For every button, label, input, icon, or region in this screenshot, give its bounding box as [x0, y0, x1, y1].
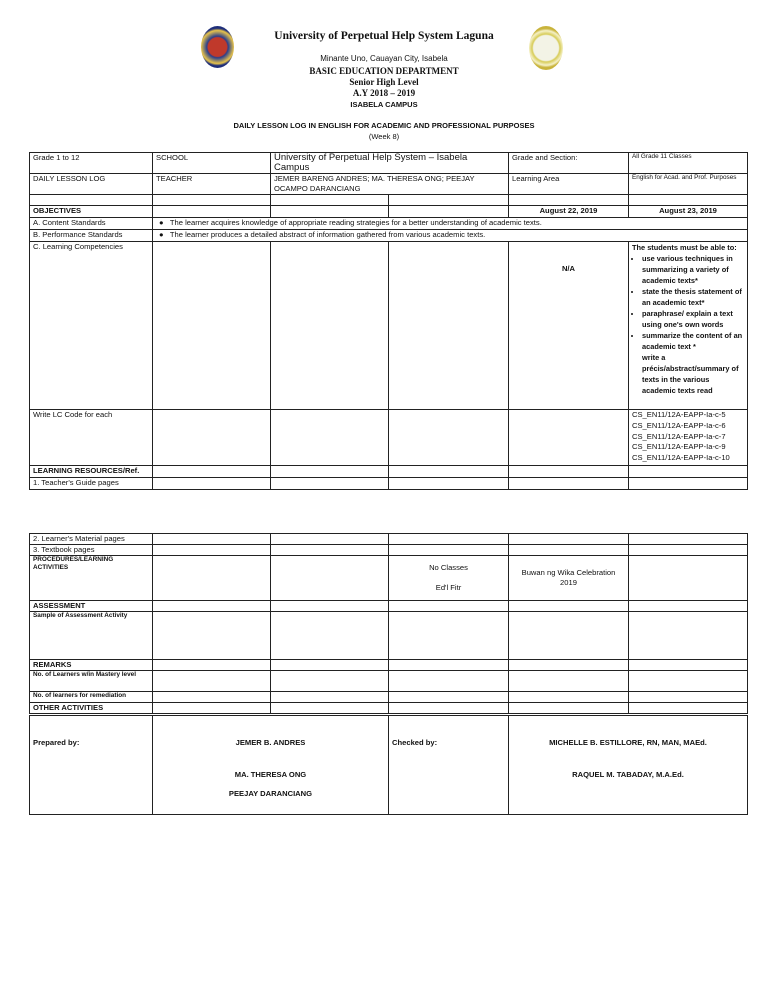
log-label: DAILY LESSON LOG [30, 174, 153, 195]
objectives-label: OBJECTIVES [30, 206, 153, 218]
preparer-name: MA. THERESA ONG [234, 770, 307, 779]
assessment-label: ASSESSMENT [30, 601, 153, 612]
log-title: DAILY LESSON LOG IN ENGLISH FOR ACADEMIC AND PROFESSIONAL PURPOSES [233, 121, 535, 130]
learning-area-value: English for Acad. and Prof. Purposes [629, 174, 748, 195]
learning-resources-label: LEARNING RESOURCES/Ref. [30, 466, 153, 478]
competency-item: • state the thesis statement of an academic text* [642, 286, 744, 308]
textbook-label: 3. Textbook pages [30, 545, 153, 556]
na-value: N/A [509, 242, 629, 410]
checker-name: RAQUEL M. TABADAY, M.A.Ed. [572, 770, 684, 779]
other-activities-label: OTHER ACTIVITIES [30, 703, 153, 714]
assessment-sample-label: Sample of Assessment Activity [30, 612, 153, 660]
remarks-label: REMARKS [30, 660, 153, 671]
prepared-by-label: Prepared by: [30, 716, 153, 815]
bullet-icon: ● [159, 218, 170, 227]
teachers-guide-label: 1. Teacher's Guide pages [30, 478, 153, 490]
content-standards-label: A. Content Standards [30, 218, 153, 230]
grade-section-value: All Grade 11 Classes [629, 153, 748, 174]
signature-table [29, 715, 748, 815]
lesson-log-table-bottom [29, 533, 748, 714]
school-value: University of Perpetual Help System – Isabela Campus [271, 153, 509, 174]
competency-item: • summarize the content of an academic text * [642, 330, 744, 352]
lc-code-label: Write LC Code for each [30, 410, 153, 466]
lc-code: CS_EN11/12A-EAPP-Ia-c-7 [632, 431, 726, 441]
competency-item: • use various techniques in summarizing a variety of academic texts* [642, 253, 744, 286]
competencies-intro: The students must be able to: [632, 243, 737, 252]
learners-material-label: 2. Learner's Material pages [30, 534, 153, 545]
learning-area-label: Learning Area [509, 174, 629, 195]
lesson-log-table-top [29, 152, 748, 490]
preparer-name: PEEJAY DARANCIANG [228, 789, 313, 798]
competencies-list [632, 253, 744, 352]
no-classes-text: No Classes [429, 563, 468, 572]
address: Minante Uno, Cauayan City, Isabela [320, 54, 448, 63]
competency-item: • paraphrase/ explain a text using one's own words [642, 308, 744, 330]
teacher-label: TEACHER [153, 174, 271, 195]
lc-code: CS_EN11/12A-EAPP-Ia-c-5 [632, 410, 726, 419]
learning-competencies-label: C. Learning Competencies [30, 242, 153, 410]
checked-by-label: Checked by: [389, 716, 509, 815]
grade-section-label: Grade and Section: [509, 153, 629, 174]
date-aug-22: August 22, 2019 [509, 206, 629, 218]
remediation-label: No. of learners for remediation [30, 692, 153, 703]
content-standards-text: The learner acquires knowledge of appropriate reading strategies for a better understanding of academic texts. [169, 218, 542, 227]
procedures-label: PROCEDURES/LEARNING ACTIVITIES [30, 556, 153, 601]
grade-label: Grade 1 to 12 [30, 153, 153, 174]
campus: ISABELA CAMPUS [350, 100, 418, 109]
competency-tail: write a précis/abstract/summary of texts in the various academic texts read [642, 353, 739, 395]
buwan-ng-wika-text: Buwan ng Wika Celebration 2019 [509, 556, 629, 601]
week: (Week 8) [368, 132, 400, 141]
preparer-name: JEMER B. ANDRES [235, 738, 306, 747]
level: Senior High Level [349, 77, 419, 87]
academic-year: A.Y 2018 – 2019 [352, 88, 416, 98]
teacher-value: JEMER BARENG ANDRES; MA. THERESA ONG; PEEJAY OCAMPO DARANCIANG [271, 174, 509, 195]
department: BASIC EDUCATION DEPARTMENT [309, 66, 459, 76]
performance-standards-text: The learner produces a detailed abstract of information gathered from various academic texts. [169, 230, 486, 239]
bullet-icon: ● [159, 230, 170, 239]
date-aug-23: August 23, 2019 [629, 206, 748, 218]
checker-name: MICHELLE B. ESTILLORE, RN, MAN, MAEd. [549, 738, 707, 747]
lc-code: CS_EN11/12A-EAPP-Ia-c-6 [632, 420, 726, 430]
mastery-label: No. of Learners w/in Mastery level [30, 671, 153, 692]
school-label: SCHOOL [153, 153, 271, 174]
lc-code: CS_EN11/12A-EAPP-Ia-c-9 [632, 442, 726, 452]
lc-code: CS_EN11/12A-EAPP-Ia-c-10 [632, 453, 730, 463]
university-name: University of Perpetual Help System Laguna [274, 30, 494, 42]
performance-standards-label: B. Performance Standards [30, 230, 153, 242]
eid-text: Ed'l Fitr [435, 583, 462, 592]
